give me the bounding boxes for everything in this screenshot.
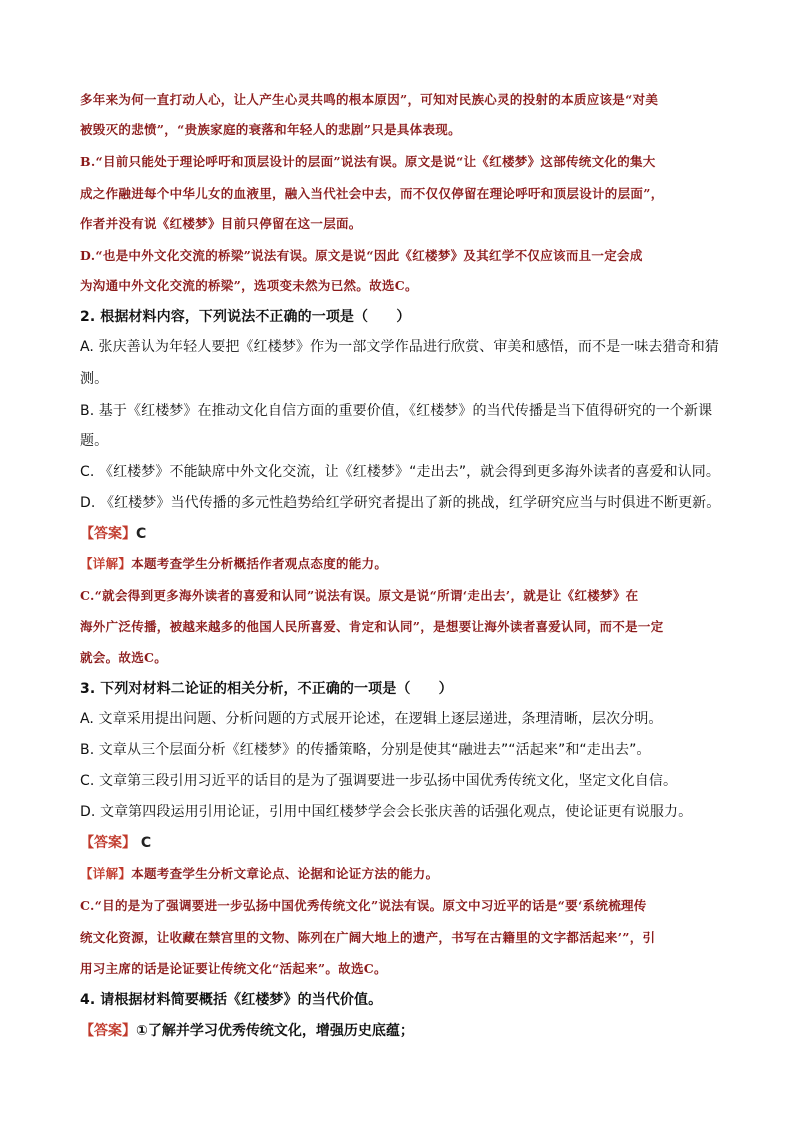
q2-option-c: C. 《红楼梦》不能缺席中外文化交流，让《红楼梦》“走出去”，就会得到更多海外读者的喜爱和认同。 <box>80 464 720 480</box>
q2-detail <box>80 554 720 572</box>
explanation-line: D.“也是中外文化交流的桥梁”说法有误。原文是说“因此《红楼梦》及其红学不仅应该而且一定会成 <box>80 248 643 263</box>
q2-option-a: A. 张庆善认为年轻人要把《红楼梦》作为一部文学作品进行欣赏、审美和感悟，而不是一味去猎奇和猜 <box>80 339 719 355</box>
detail-tag: 【详解】 <box>80 866 132 881</box>
q3-option-b: B. 文章从三个层面分析《红楼梦》的传播策略，分别是使其“融进去”“活起来”和“走出去”。 <box>80 742 651 758</box>
explanation-line: 作者并没有说《红楼梦》目前只停留在这一层面。 <box>80 216 362 231</box>
question-4-stem: 4. 请根据材料简要概括《红楼梦》的当代价值。 <box>80 992 383 1008</box>
q3-answer <box>80 832 720 852</box>
detail-text: 本题考查学生分析概括作者观点态度的能力。 <box>131 556 388 571</box>
answer-value: ①了解并学习优秀传统文化，增强历史底蕴； <box>136 1023 414 1039</box>
q3-explanation: 用习主席的话是论证要让传统文化“活起来”。故选C。 <box>80 961 387 976</box>
explanation-line: 多年来为何一直打动人心，让人产生心灵共鸣的根本原因”，可知对民族心灵的投射的本质应该是“对美 <box>80 92 659 107</box>
answer-value: C <box>136 835 152 851</box>
q3-option-d: D. 文章第四段运用引用论证，引用中国红楼梦学会会长张庆善的话强化观点，使论证更有说服力。 <box>80 804 693 820</box>
answer-tag: 【答案】 <box>80 1023 136 1039</box>
q2-option-a-cont: 测。 <box>80 371 109 387</box>
q2-answer <box>80 523 720 543</box>
q3-explanation: C.“目的是为了强调要进一步弘扬中国优秀传统文化”说法有误。原文中习近平的话是“要‘系统梳理传 <box>80 898 647 913</box>
q2-option-d: D. 《红楼梦》当代传播的多元性趋势给红学研究者提出了新的挑战，红学研究应当与时俱进不断更新。 <box>80 495 720 511</box>
answer-tag: 【答案】 <box>80 526 136 542</box>
q3-option-c: C. 文章第三段引用习近平的话目的是为了强调要进一步弘扬中国优秀传统文化，坚定文化自信。 <box>80 773 678 789</box>
answer-value: C <box>136 526 147 542</box>
q2-explanation: 就会。故选C。 <box>80 650 168 665</box>
q3-option-a: A. 文章采用提出问题、分析问题的方式展开论述，在逻辑上逐层递进，条理清晰，层次分明。 <box>80 711 663 727</box>
q2-explanation: C.“就会得到更多海外读者的喜爱和认同”说法有误。原文是说“所谓‘走出去’，就是让《红楼梦》在 <box>80 588 639 603</box>
q4-answer <box>80 1020 720 1040</box>
q3-detail <box>80 864 720 882</box>
q3-explanation: 统文化资源，让收藏在禁宫里的文物、陈列在广阔大地上的遗产，书写在古籍里的文字都活起来’”，引 <box>80 930 656 945</box>
q2-option-b: B. 基于《红楼梦》在推动文化自信方面的重要价值，《红楼梦》的当代传播是当下值得研究的一个新课 <box>80 403 713 419</box>
question-3-stem: 3. 下列对材料二论证的相关分析，不正确的一项是（ ） <box>80 681 453 697</box>
question-2-stem: 2. 根据材料内容，下列说法不正确的一项是（ ） <box>80 309 411 325</box>
detail-tag: 【详解】 <box>80 556 132 571</box>
answer-tag: 【答案】 <box>80 835 136 851</box>
q2-option-b-cont: 题。 <box>80 433 109 449</box>
explanation-line: 成之作融进每个中华儿女的血液里，融入当代社会中去，而不仅仅停留在理论呼吁和顶层设计的层面”， <box>80 186 664 201</box>
explanation-line: B.“目前只能处于理论呼吁和顶层设计的层面”说法有误。原文是说“让《红楼梦》这部传统文化的集大 <box>80 154 656 169</box>
explanation-line: 被毁灭的悲愤”，“贵族家庭的衰落和年轻人的悲剧”只是具体表现。 <box>80 122 461 137</box>
detail-text: 本题考查学生分析文章论点、论据和论证方法的能力。 <box>131 866 439 881</box>
explanation-line: 为沟通中外文化交流的桥梁”，选项变未然为已然。故选C。 <box>80 278 418 293</box>
q2-explanation: 海外广泛传播，被越来越多的他国人民所喜爱、肯定和认同”，是想要让海外读者喜爱认同，而不是一定 <box>80 619 664 634</box>
